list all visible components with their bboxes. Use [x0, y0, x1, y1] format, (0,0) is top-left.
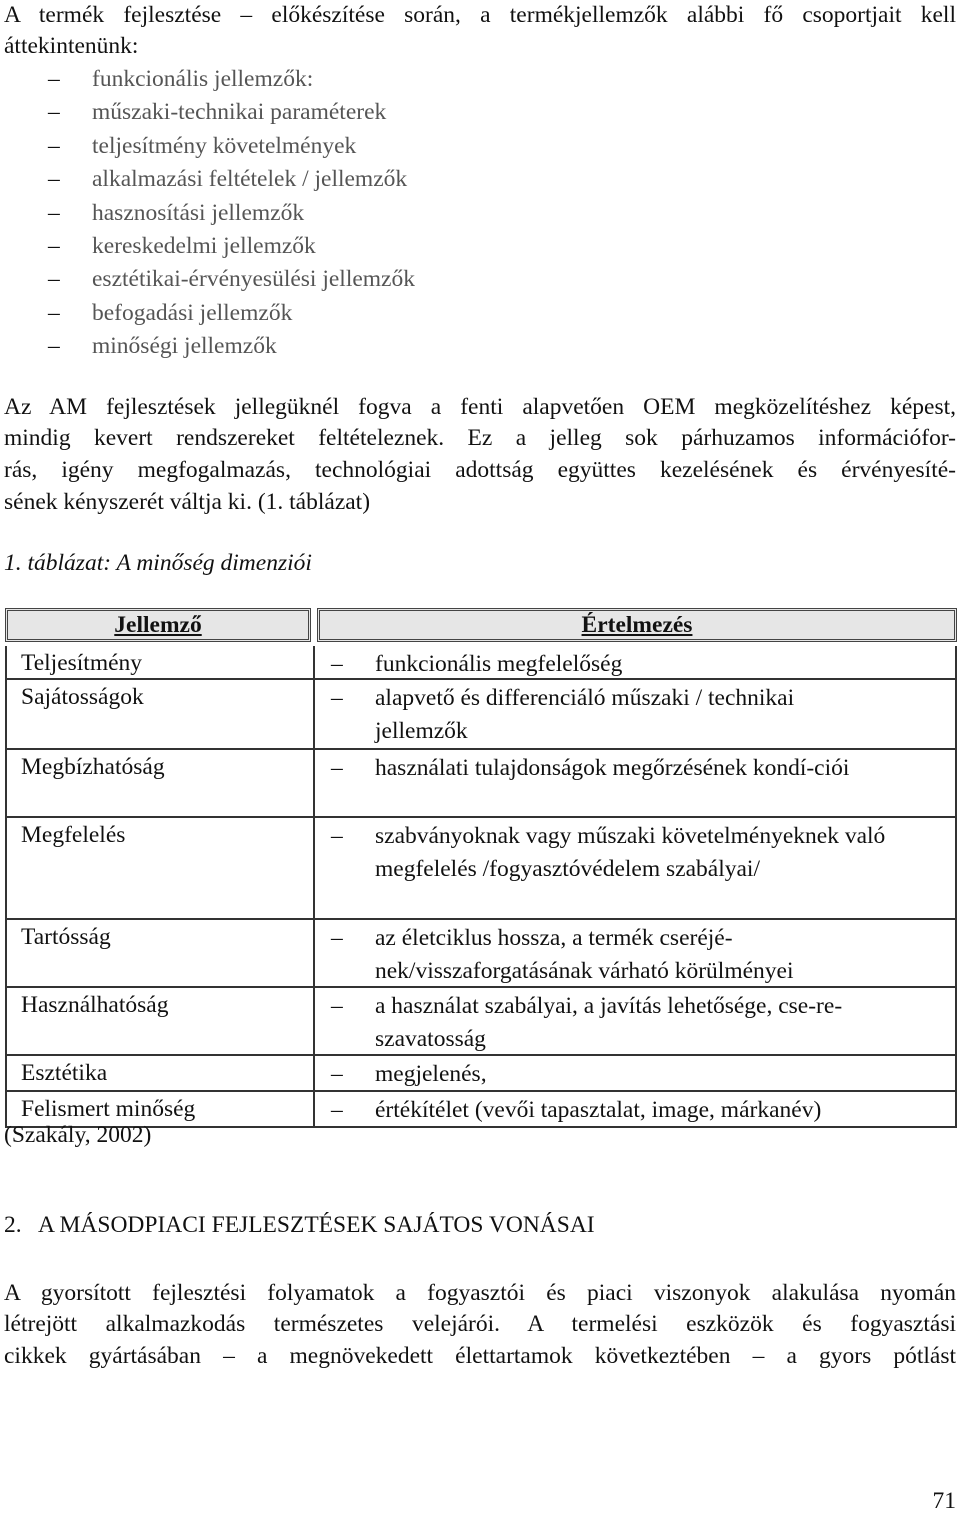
paragraph-2-line-1: A gyorsított fejlesztési folyamatok a fogyasztói és piaci viszonyok alakulása nyomán — [4, 1280, 956, 1306]
intro-line-2: áttekintenünk: — [4, 33, 139, 59]
dash-icon: – — [48, 99, 60, 126]
table-source: (Szakály, 2002) — [4, 1122, 152, 1148]
dash-icon: – — [48, 299, 60, 326]
dash-icon: – — [48, 199, 60, 226]
page-number: 71 — [932, 1488, 956, 1514]
dash-icon: – — [331, 755, 343, 781]
section-heading: 2. A MÁSODPIACI FEJLESZTÉSEK SAJÁTOS VONÁSAI — [4, 1212, 595, 1238]
dash-icon: – — [331, 685, 343, 711]
dash-icon: – — [48, 166, 60, 193]
dash-icon: – — [331, 651, 343, 677]
paragraph-1-line-2: mindig kevert rendszereket feltételeznek. Ez a jelleg sok párhuzamos információfor- — [4, 425, 956, 451]
paragraph-1-line-4: sének kényszerét váltja ki. (1. táblázat) — [4, 489, 371, 515]
paragraph-2-line-2: létrejött alkalmazkodás természetes velejárói. A termelési eszközök és fogyasztási — [4, 1311, 956, 1337]
dash-icon: – — [48, 333, 60, 360]
table-row: Megbízhatóság – használati tulajdonságok megőrzésének kondí-ciói — [5, 750, 957, 818]
dash-icon: – — [48, 66, 60, 92]
dash-icon: – — [331, 993, 343, 1019]
paragraph-1-line-3: rás, igény megfogalmazás, technológiai adottság együttes kezelésének és érvényesíté- — [4, 457, 956, 483]
intro-line-1: A termék fejlesztése – előkészítése során, a termékjellemzők alábbi fő csoportjait kell — [4, 2, 956, 28]
table-row: Sajátosságok – alapvető és differenciáló műszaki / technikai jellemzők — [5, 680, 957, 750]
table-row: Megfelelés – szabványoknak vagy műszaki követelményeknek való megfelelés /fogyasztóvédelem szabályai/ — [5, 818, 957, 920]
quality-dimensions-table — [5, 608, 957, 1128]
dash-icon: – — [48, 266, 60, 293]
table-row: Tartósság – az életciklus hossza, a termék cseréjé-nek/visszaforgatásának várható körülményei — [5, 920, 957, 988]
table-header — [5, 608, 957, 646]
dash-icon: – — [331, 1097, 343, 1123]
paragraph-2-line-3: cikkek gyártásában – a megnövekedett élettartamok következtében – a gyors pótlást — [4, 1343, 956, 1369]
dash-icon: – — [48, 232, 60, 259]
header-interpretation: Értelmezés — [317, 608, 957, 642]
dash-icon: – — [48, 132, 60, 159]
dash-icon: – — [331, 925, 343, 951]
dash-icon: – — [331, 1061, 343, 1087]
table-row: Teljesítmény – funkcionális megfelelőség — [5, 646, 957, 680]
table-row: Használhatóság – a használat szabályai, a javítás lehetősége, cse-re-szavatosság — [5, 988, 957, 1056]
table-row: Felismert minőség – értékítélet (vevői tapasztalat, image, márkanév) — [5, 1092, 957, 1128]
header-characteristic: Jellemző — [5, 608, 311, 642]
dash-icon: – — [331, 823, 343, 849]
paragraph-1-line-1: Az AM fejlesztések jellegüknél fogva a fenti alapvetően OEM megközelítéshez képest, — [4, 394, 956, 420]
table-caption: 1. táblázat: A minőség dimenziói — [4, 550, 312, 576]
table-row: Esztétika – megjelenés, — [5, 1056, 957, 1092]
